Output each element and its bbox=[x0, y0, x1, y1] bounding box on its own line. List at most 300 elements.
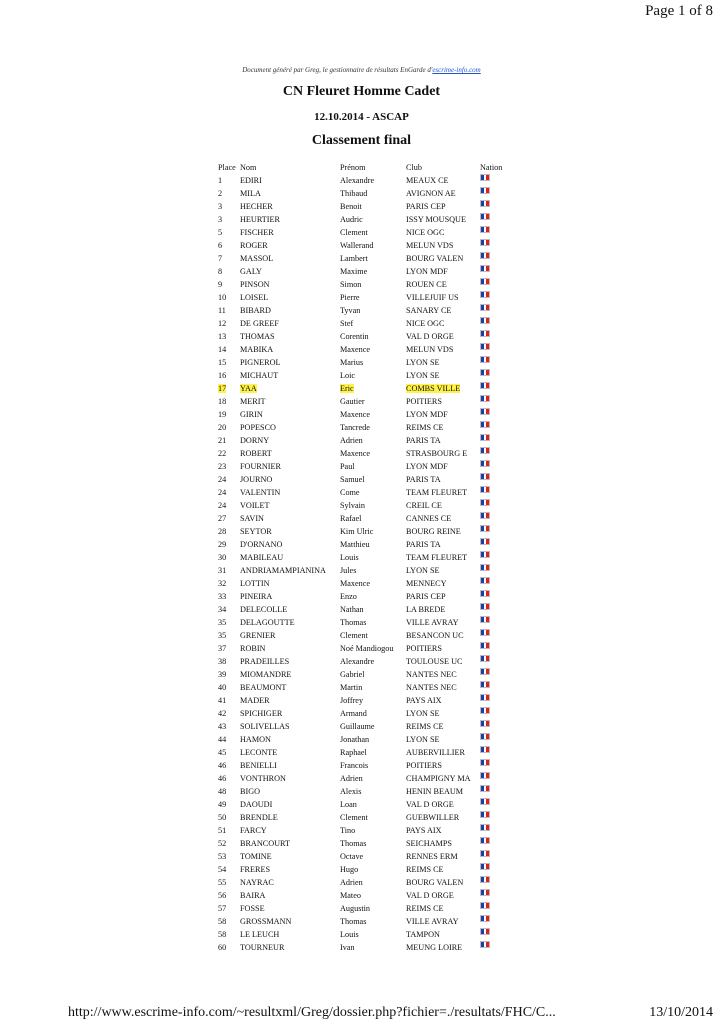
cell-nom: HEURTIER bbox=[240, 215, 280, 224]
cell-place: 1 bbox=[218, 176, 223, 185]
cell-club: REIMS CE bbox=[406, 865, 444, 874]
cell-nom: LECONTE bbox=[240, 748, 278, 757]
cell-prenom: Enzo bbox=[340, 592, 357, 601]
cell-club: MEUNG LOIRE bbox=[406, 943, 463, 952]
cell-prenom: Gabriel bbox=[340, 670, 365, 679]
cell-club: PARIS TA bbox=[406, 475, 441, 484]
cell-nom: ROBERT bbox=[240, 449, 272, 458]
france-flag-icon bbox=[480, 551, 490, 558]
cell-prenom: Alexis bbox=[340, 787, 362, 796]
cell-place: 56 bbox=[218, 891, 227, 900]
cell-prenom: Hugo bbox=[340, 865, 359, 874]
cell-club: RENNES ERM bbox=[406, 852, 458, 861]
table-row bbox=[218, 551, 508, 564]
cell-nom: ROGER bbox=[240, 241, 268, 250]
cell-nom: D'ORNANO bbox=[240, 540, 283, 549]
cell-nom: DE GREEF bbox=[240, 319, 279, 328]
cell-nom: MABIKA bbox=[240, 345, 274, 354]
table-row bbox=[218, 642, 508, 655]
france-flag-icon bbox=[480, 408, 490, 415]
ranking-heading: Classement final bbox=[311, 133, 412, 148]
cell-place: 9 bbox=[218, 280, 223, 289]
france-flag-icon bbox=[480, 941, 490, 948]
cell-club: POITIERS bbox=[406, 397, 442, 406]
france-flag-icon bbox=[480, 174, 490, 181]
cell-club: AUBERVILLIER bbox=[406, 748, 465, 757]
cell-prenom: Alexandre bbox=[340, 176, 375, 185]
table-row bbox=[218, 525, 508, 538]
cell-prenom: Maxence bbox=[340, 345, 371, 354]
cell-place: 3 bbox=[218, 202, 223, 211]
france-flag-icon bbox=[480, 369, 490, 376]
table-row bbox=[218, 343, 508, 356]
france-flag-icon bbox=[480, 577, 490, 584]
cell-place: 3 bbox=[218, 215, 223, 224]
cell-nom: JOURNO bbox=[240, 475, 273, 484]
cell-nom: BIBARD bbox=[240, 306, 271, 315]
table-row bbox=[218, 785, 508, 798]
cell-club: TEAM FLEURET bbox=[406, 553, 468, 562]
cell-club: NICE OGC bbox=[406, 319, 445, 328]
table-row bbox=[218, 681, 508, 694]
cell-place: 17 bbox=[218, 384, 227, 393]
cell-club: VAL D ORGE bbox=[406, 800, 454, 809]
cell-place: 35 bbox=[218, 631, 227, 640]
cell-club: BOURG VALEN bbox=[406, 254, 464, 263]
footer-date: 13/10/2014 bbox=[649, 1005, 713, 1020]
cell-club: VAL D ORGE bbox=[406, 891, 454, 900]
cell-club: LA BREDE bbox=[406, 605, 446, 614]
france-flag-icon bbox=[480, 317, 490, 324]
france-flag-icon bbox=[480, 616, 490, 623]
generated-text: Document généré par Greg, le gestionnaire de résultats EnGarde d' bbox=[242, 66, 433, 74]
france-flag-icon bbox=[480, 343, 490, 350]
france-flag-icon bbox=[480, 434, 490, 441]
cell-prenom: Raphael bbox=[340, 748, 367, 757]
cell-prenom: Wallerand bbox=[340, 241, 374, 250]
table-row bbox=[218, 356, 508, 369]
cell-nom: ROBIN bbox=[240, 644, 266, 653]
table-row bbox=[218, 252, 508, 265]
cell-place: 31 bbox=[218, 566, 227, 575]
cell-club: ISSY MOUSQUE bbox=[406, 215, 466, 224]
france-flag-icon bbox=[480, 850, 490, 857]
cell-club: SANARY CE bbox=[406, 306, 452, 315]
generated-note bbox=[0, 66, 723, 74]
table-row bbox=[218, 733, 508, 746]
cell-nom: FRERES bbox=[240, 865, 271, 874]
cell-place: 27 bbox=[218, 514, 227, 523]
table-header bbox=[218, 161, 508, 174]
france-flag-icon bbox=[480, 304, 490, 311]
cell-place: 8 bbox=[218, 267, 223, 276]
cell-nom: SPICHIGER bbox=[240, 709, 283, 718]
cell-club: CREIL CE bbox=[406, 501, 442, 510]
cell-nom: DAOUDI bbox=[240, 800, 273, 809]
table-row bbox=[218, 915, 508, 928]
table-row bbox=[218, 317, 508, 330]
cell-prenom: Louis bbox=[340, 553, 359, 562]
france-flag-icon bbox=[480, 226, 490, 233]
cell-prenom: Matthieu bbox=[340, 540, 370, 549]
cell-prenom: Maxence bbox=[340, 449, 371, 458]
cell-prenom: Thomas bbox=[340, 618, 367, 627]
table-body bbox=[218, 174, 508, 954]
cell-nom: BRANCOURT bbox=[240, 839, 291, 848]
cell-nom: MASSOL bbox=[240, 254, 274, 263]
france-flag-icon bbox=[480, 330, 490, 337]
cell-prenom: Guillaume bbox=[340, 722, 375, 731]
cell-place: 57 bbox=[218, 904, 227, 913]
france-flag-icon bbox=[480, 707, 490, 714]
cell-prenom: Jules bbox=[340, 566, 357, 575]
cell-club: SEICHAMPS bbox=[406, 839, 452, 848]
table-row bbox=[218, 668, 508, 681]
cell-prenom: Louis bbox=[340, 930, 359, 939]
france-flag-icon bbox=[480, 239, 490, 246]
cell-place: 5 bbox=[218, 228, 223, 237]
cell-prenom: Come bbox=[340, 488, 360, 497]
table-row bbox=[218, 577, 508, 590]
cell-club: LYON SE bbox=[406, 371, 440, 380]
cell-place: 45 bbox=[218, 748, 227, 757]
table-row bbox=[218, 291, 508, 304]
france-flag-icon bbox=[480, 863, 490, 870]
cell-place: 24 bbox=[218, 488, 227, 497]
cell-club: VILLE AVRAY bbox=[406, 618, 459, 627]
cell-place: 14 bbox=[218, 345, 227, 354]
france-flag-icon bbox=[480, 538, 490, 545]
france-flag-icon bbox=[480, 694, 490, 701]
col-nom-header: Nom bbox=[240, 163, 257, 172]
cell-prenom: Francois bbox=[340, 761, 369, 770]
cell-place: 6 bbox=[218, 241, 223, 250]
cell-prenom: Stef bbox=[340, 319, 354, 328]
cell-prenom: Octave bbox=[340, 852, 364, 861]
table-row bbox=[218, 902, 508, 915]
table-row bbox=[218, 512, 508, 525]
cell-club: REIMS CE bbox=[406, 722, 444, 731]
table-row bbox=[218, 304, 508, 317]
cell-nom: BRENDLE bbox=[240, 813, 278, 822]
cell-nom: POPESCO bbox=[240, 423, 276, 432]
cell-place: 33 bbox=[218, 592, 227, 601]
cell-club: VAL D ORGE bbox=[406, 332, 454, 341]
cell-club: LYON SE bbox=[406, 358, 440, 367]
cell-prenom: Samuel bbox=[340, 475, 365, 484]
cell-nom: BEAUMONT bbox=[240, 683, 287, 692]
france-flag-icon bbox=[480, 382, 490, 389]
table-row bbox=[218, 434, 508, 447]
cell-place: 54 bbox=[218, 865, 227, 874]
cell-nom: SEYTOR bbox=[240, 527, 272, 536]
cell-nom: FOURNIER bbox=[240, 462, 281, 471]
france-flag-icon bbox=[480, 265, 490, 272]
cell-prenom: Thibaud bbox=[340, 189, 368, 198]
cell-place: 30 bbox=[218, 553, 227, 562]
cell-prenom: Adrien bbox=[340, 774, 363, 783]
cell-place: 34 bbox=[218, 605, 227, 614]
table-row bbox=[218, 798, 508, 811]
table-row bbox=[218, 447, 508, 460]
france-flag-icon bbox=[480, 902, 490, 909]
cell-prenom: Tino bbox=[340, 826, 356, 835]
cell-nom: FOSSE bbox=[240, 904, 265, 913]
cell-place: 60 bbox=[218, 943, 227, 952]
table-row bbox=[218, 408, 508, 421]
cell-place: 18 bbox=[218, 397, 227, 406]
table-row bbox=[218, 421, 508, 434]
cell-prenom: Clement bbox=[340, 631, 368, 640]
france-flag-icon bbox=[480, 200, 490, 207]
table-row bbox=[218, 382, 508, 395]
ranking-table bbox=[218, 161, 508, 954]
cell-prenom: Thomas bbox=[340, 839, 367, 848]
cell-club: CANNES CE bbox=[406, 514, 452, 523]
cell-nom: GROSSMANN bbox=[240, 917, 292, 926]
table-row bbox=[218, 460, 508, 473]
france-flag-icon bbox=[480, 928, 490, 935]
cell-prenom: Tyvan bbox=[340, 306, 361, 315]
cell-club: NICE OGC bbox=[406, 228, 445, 237]
table-row bbox=[218, 369, 508, 382]
cell-nom: YAA bbox=[240, 384, 257, 393]
france-flag-icon bbox=[480, 447, 490, 454]
cell-place: 49 bbox=[218, 800, 227, 809]
france-flag-icon bbox=[480, 733, 490, 740]
table-row bbox=[218, 213, 508, 226]
cell-club: TEAM FLEURET bbox=[406, 488, 468, 497]
cell-place: 29 bbox=[218, 540, 227, 549]
france-flag-icon bbox=[480, 785, 490, 792]
cell-club: HENIN BEAUM bbox=[406, 787, 464, 796]
cell-prenom: Simon bbox=[340, 280, 362, 289]
france-flag-icon bbox=[480, 486, 490, 493]
cell-nom: BENIELLI bbox=[240, 761, 277, 770]
cell-club: NANTES NEC bbox=[406, 670, 457, 679]
cell-nom: GIRIN bbox=[240, 410, 263, 419]
france-flag-icon bbox=[480, 421, 490, 428]
cell-prenom: Paul bbox=[340, 462, 355, 471]
cell-club: REIMS CE bbox=[406, 904, 444, 913]
cell-prenom: Tancrede bbox=[340, 423, 370, 432]
cell-nom: THOMAS bbox=[240, 332, 275, 341]
cell-nom: SAVIN bbox=[240, 514, 264, 523]
france-flag-icon bbox=[480, 681, 490, 688]
cell-place: 48 bbox=[218, 787, 227, 796]
table-row bbox=[218, 850, 508, 863]
france-flag-icon bbox=[480, 642, 490, 649]
event-date-venue: 12.10.2014 - ASCAP bbox=[314, 111, 409, 123]
cell-place: 38 bbox=[218, 657, 227, 666]
cell-nom: VONTHRON bbox=[240, 774, 286, 783]
table-row bbox=[218, 265, 508, 278]
cell-club: MEAUX CE bbox=[406, 176, 449, 185]
footer-url: http://www.escrime-info.com/~resultxml/Greg/dossier.php?fichier=./resultats/FHC/C... bbox=[68, 1005, 556, 1020]
france-flag-icon bbox=[480, 629, 490, 636]
cell-place: 39 bbox=[218, 670, 227, 679]
cell-club: LYON SE bbox=[406, 735, 440, 744]
france-flag-icon bbox=[480, 915, 490, 922]
france-flag-icon bbox=[480, 395, 490, 402]
cell-club: COMBS VILLE bbox=[406, 384, 461, 393]
table-row bbox=[218, 538, 508, 551]
cell-place: 58 bbox=[218, 917, 227, 926]
table-row bbox=[218, 616, 508, 629]
cell-prenom: Benoit bbox=[340, 202, 362, 211]
cell-prenom: Thomas bbox=[340, 917, 367, 926]
france-flag-icon bbox=[480, 187, 490, 194]
cell-club: AVIGNON AE bbox=[406, 189, 456, 198]
cell-club: PARIS TA bbox=[406, 436, 441, 445]
table-row bbox=[218, 486, 508, 499]
cell-prenom: Corentin bbox=[340, 332, 369, 341]
france-flag-icon bbox=[480, 811, 490, 818]
france-flag-icon bbox=[480, 824, 490, 831]
cell-nom: PRADEILLES bbox=[240, 657, 290, 666]
table-row bbox=[218, 863, 508, 876]
table-row bbox=[218, 629, 508, 642]
cell-club: TOULOUSE UC bbox=[406, 657, 463, 666]
table-row bbox=[218, 941, 508, 954]
cell-place: 43 bbox=[218, 722, 227, 731]
cell-prenom: Pierre bbox=[340, 293, 360, 302]
cell-place: 22 bbox=[218, 449, 227, 458]
cell-nom: GALY bbox=[240, 267, 262, 276]
france-flag-icon bbox=[480, 525, 490, 532]
cell-place: 16 bbox=[218, 371, 227, 380]
cell-prenom: Kim Ulric bbox=[340, 527, 374, 536]
cell-nom: PINEIRA bbox=[240, 592, 273, 601]
france-flag-icon bbox=[480, 291, 490, 298]
cell-club: CHAMPIGNY MA bbox=[406, 774, 471, 783]
cell-prenom: Adrien bbox=[340, 436, 363, 445]
cell-prenom: Ivan bbox=[340, 943, 355, 952]
cell-prenom: Clement bbox=[340, 228, 368, 237]
table-row bbox=[218, 837, 508, 850]
cell-nom: TOURNEUR bbox=[240, 943, 285, 952]
cell-place: 10 bbox=[218, 293, 227, 302]
cell-prenom: Marius bbox=[340, 358, 364, 367]
cell-nom: EDIRI bbox=[240, 176, 262, 185]
cell-place: 37 bbox=[218, 644, 227, 653]
cell-nom: MERIT bbox=[240, 397, 266, 406]
france-flag-icon bbox=[480, 668, 490, 675]
cell-club: GUEBWILLER bbox=[406, 813, 460, 822]
cell-club: LYON MDF bbox=[406, 462, 448, 471]
cell-place: 21 bbox=[218, 436, 227, 445]
cell-prenom: Eric bbox=[340, 384, 354, 393]
table-row bbox=[218, 759, 508, 772]
cell-place: 28 bbox=[218, 527, 227, 536]
france-flag-icon bbox=[480, 837, 490, 844]
cell-club: MELUN VDS bbox=[406, 345, 454, 354]
cell-place: 51 bbox=[218, 826, 227, 835]
cell-club: STRASBOURG E bbox=[406, 449, 468, 458]
cell-prenom: Joffrey bbox=[340, 696, 364, 705]
cell-nom: BAIRA bbox=[240, 891, 266, 900]
cell-place: 20 bbox=[218, 423, 227, 432]
col-prenom-header: Prénom bbox=[340, 163, 366, 172]
cell-place: 2 bbox=[218, 189, 223, 198]
cell-club: LYON SE bbox=[406, 709, 440, 718]
cell-prenom: Adrien bbox=[340, 878, 363, 887]
france-flag-icon bbox=[480, 460, 490, 467]
france-flag-icon bbox=[480, 473, 490, 480]
cell-prenom: Gautier bbox=[340, 397, 365, 406]
cell-nom: MILA bbox=[240, 189, 261, 198]
cell-club: BOURG REINE bbox=[406, 527, 461, 536]
cell-place: 53 bbox=[218, 852, 227, 861]
cell-prenom: Rafael bbox=[340, 514, 362, 523]
cell-prenom: Martin bbox=[340, 683, 363, 692]
cell-prenom: Noé Mandiogou bbox=[340, 644, 394, 653]
cell-nom: LOISEL bbox=[240, 293, 269, 302]
cell-prenom: Loic bbox=[340, 371, 356, 380]
page-number: Page 1 of 8 bbox=[645, 3, 713, 19]
cell-nom: MADER bbox=[240, 696, 270, 705]
france-flag-icon bbox=[480, 499, 490, 506]
france-flag-icon bbox=[480, 603, 490, 610]
col-place-header: Place bbox=[218, 163, 236, 172]
cell-prenom: Maxence bbox=[340, 410, 371, 419]
cell-club: PARIS TA bbox=[406, 540, 441, 549]
cell-place: 35 bbox=[218, 618, 227, 627]
cell-nom: VALENTIN bbox=[240, 488, 281, 497]
france-flag-icon bbox=[480, 278, 490, 285]
table-row bbox=[218, 655, 508, 668]
cell-place: 7 bbox=[218, 254, 223, 263]
col-nation-header: Nation bbox=[480, 163, 503, 172]
cell-prenom: Armand bbox=[340, 709, 367, 718]
cell-nom: SOLIVELLAS bbox=[240, 722, 290, 731]
table-row bbox=[218, 772, 508, 785]
cell-place: 15 bbox=[218, 358, 227, 367]
cell-place: 52 bbox=[218, 839, 227, 848]
escrime-info-link[interactable]: escrime-info.com bbox=[432, 66, 481, 74]
table-row bbox=[218, 889, 508, 902]
cell-club: LYON MDF bbox=[406, 410, 448, 419]
cell-club: ROUEN CE bbox=[406, 280, 447, 289]
france-flag-icon bbox=[480, 252, 490, 259]
cell-place: 50 bbox=[218, 813, 227, 822]
france-flag-icon bbox=[480, 798, 490, 805]
cell-club: LYON SE bbox=[406, 566, 440, 575]
cell-nom: DELECOLLE bbox=[240, 605, 288, 614]
cell-nom: BIGO bbox=[240, 787, 261, 796]
cell-prenom: Clement bbox=[340, 813, 368, 822]
cell-club: LYON MDF bbox=[406, 267, 448, 276]
cell-prenom: Jonathan bbox=[340, 735, 370, 744]
col-club-header: Club bbox=[406, 163, 422, 172]
cell-prenom: Sylvain bbox=[340, 501, 366, 510]
cell-place: 40 bbox=[218, 683, 227, 692]
cell-club: PARIS CEP bbox=[406, 202, 446, 211]
table-row bbox=[218, 564, 508, 577]
cell-nom: DELAGOUTTE bbox=[240, 618, 295, 627]
cell-prenom: Lambert bbox=[340, 254, 368, 263]
cell-club: TAMPON bbox=[406, 930, 440, 939]
cell-nom: DORNY bbox=[240, 436, 270, 445]
table-row bbox=[218, 174, 508, 187]
cell-nom: NAYRAC bbox=[240, 878, 274, 887]
cell-nom: LOTTIN bbox=[240, 579, 270, 588]
cell-place: 13 bbox=[218, 332, 227, 341]
cell-prenom: Loan bbox=[340, 800, 357, 809]
cell-place: 32 bbox=[218, 579, 227, 588]
cell-prenom: Nathan bbox=[340, 605, 364, 614]
cell-nom: HAMON bbox=[240, 735, 271, 744]
